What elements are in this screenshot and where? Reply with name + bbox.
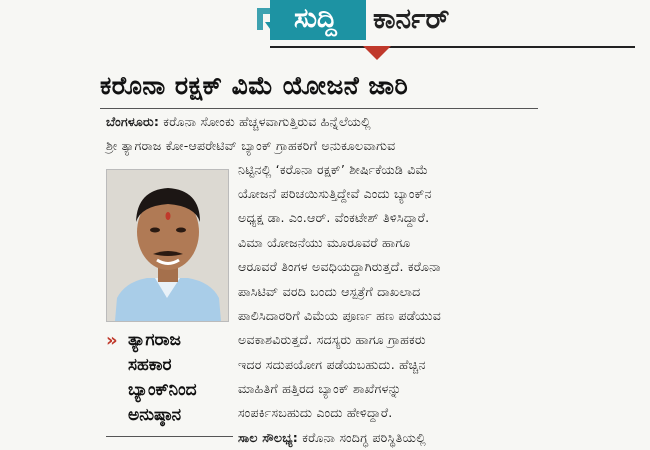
body-line: ಆರೂವರೆ ತಿಂಗಳ ಅವಧಿಯದ್ದಾಗಿರುತ್ತದೆ. ಕರೊನಾ [238,259,441,274]
caption-rule [106,436,233,437]
body-line: ಇದರ ಸದುಪಯೋಗ ಪಡೆಯಬಹುದು. ಹೆಚ್ಚಿನ [238,357,426,372]
body-line: ಪಾಲಿಸಿದಾರರಿಗೆ ವಿಮೆಯ ಪೂರ್ಣ ಹಣ ಪಡೆಯುವ [238,308,441,323]
body-text: ಕರೊನಾ ಸೋಂಕು ಹೆಚ್ಚಳವಾಗುತ್ತಿರುವ ಹಿನ್ನೆಲೆಯಲ್ಲಿ [163,114,371,129]
section-tag [270,0,366,40]
body-line [238,429,426,447]
body-line: ನಿಟ್ಟಿನಲ್ಲಿ ‘ಕರೊನಾ ರಕ್ಷಕ್’ ಶೀರ್ಷಿಕೆಯಡಿ ವಿಮೆ [238,162,429,177]
section-tag-label: ಸುದ್ದಿ [294,3,337,34]
dateline: ಬೆಂಗಳೂರು: [106,114,160,129]
body-line: ಪಾಸಿಟಿವ್ ವರದಿ ಬಂದು ಆಸ್ಪತ್ರೆಗೆ ದಾಖಲಾದ [238,284,421,299]
portrait-photo [106,169,229,322]
body-line [106,113,371,131]
body-line: ಸಂಪರ್ಕಿಸಬಹುದು ಎಂದು ಹೇಳಿದ್ದಾರೆ. [238,405,393,420]
caption-line: ಬ್ಯಾಂಕ್‌ನಿಂದ [128,380,197,400]
portrait-illustration [107,170,228,321]
body-line: ಶ್ರೀ ತ್ಯಾಗರಾಜ ಕೋ-ಆಪರೇಟಿವ್ ಬ್ಯಾಂಕ್ ಗ್ರಾಹಕರಿಗೆ ಅನುಕೂಲವಾಗುವ [106,138,396,153]
body-line: ವಿಮಾ ಯೋಜನೆಯು ಮೂರೂವರೆ ಹಾಗೂ [238,235,411,250]
body-line: ಮಾಹಿತಿಗೆ ಹತ್ತಿರದ ಬ್ಯಾಂಕ್ ಶಾಖೆಗಳನ್ನು [238,381,402,396]
body-text: ಕರೊನಾ ಸಂದಿಗ್ಧ ಪರಿಸ್ಥಿತಿಯಲ್ಲಿ [302,430,426,445]
caption-line: ತ್ಯಾಗರಾಜ [128,330,181,350]
caption-line: ಅನುಷ್ಠಾನ [128,405,182,425]
headline-box [100,66,538,106]
caption-line: ಸಹಕಾರ [128,355,172,375]
body-line: ಅಧ್ಯಕ್ಷ ಡಾ. ಎಂ.ಆರ್. ವೆಂಕಟೇಶ್ ತಿಳಿಸಿದ್ದಾರೆ. [238,210,430,225]
body-line: ಯೋಜನೆ ಪರಿಚಯಿಸುತ್ತಿದ್ದೇವೆ ಎಂದು ಬ್ಯಾಂಕ್‌ನ [238,186,432,201]
article-headline: ಕರೊನಾ ರಕ್ಷಕ್ ವಿಮೆ ಯೋಜನೆ ಜಾರಿ [100,71,409,100]
banner-rule [270,46,635,48]
banner-flag [363,46,391,60]
body-line: ಅವಕಾಶವಿರುತ್ತದೆ. ಸದಸ್ಯರು ಹಾಗೂ ಗ್ರಾಹಕರು [238,332,426,347]
headline-rule [100,108,538,109]
section-title: ಕಾರ್ನರ್ [373,2,450,35]
chevron-right-icon: » [106,330,118,351]
subhead: ಸಾಲ ಸೌಲಭ್ಯ: [238,430,298,445]
section-banner [215,0,635,62]
